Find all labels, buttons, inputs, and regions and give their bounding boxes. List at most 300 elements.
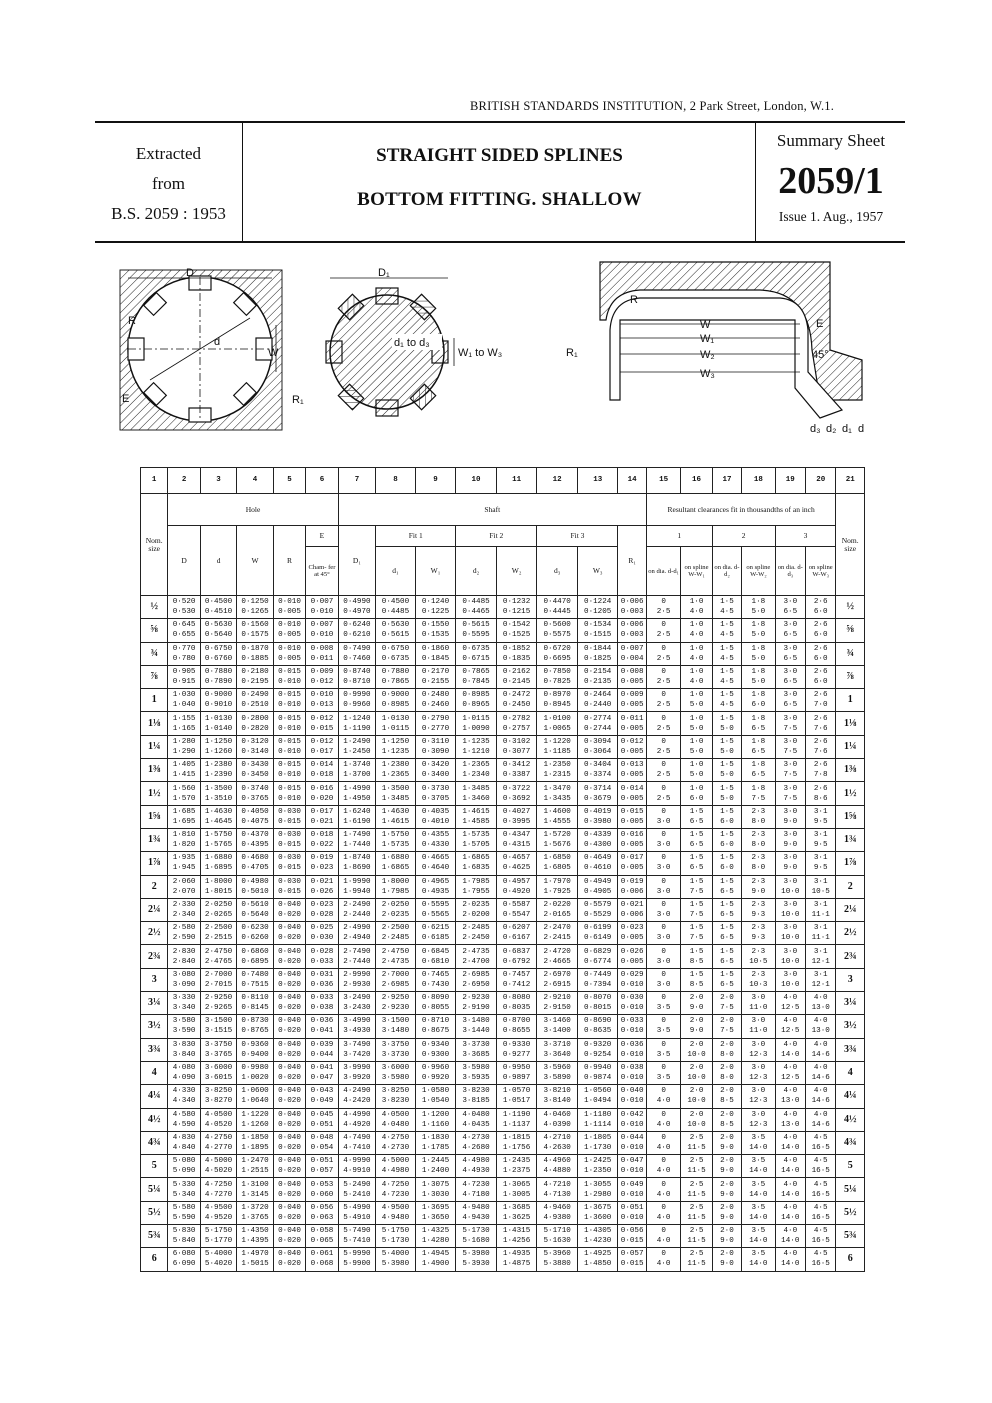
nominal-size-cell: ⅞ — [836, 665, 865, 688]
limit-cell: 2·7490 2·7440 — [338, 945, 376, 968]
limit-cell: 0 3·0 — [646, 922, 680, 945]
limit-cell: 0·040 0·020 — [273, 1038, 305, 1061]
limit-cell: 2·6 6·0 — [806, 642, 836, 665]
col-number: 1 — [141, 468, 168, 494]
limit-cell: 2·0220 2·0165 — [537, 898, 578, 921]
limit-cell: 1·4315 1·4256 — [496, 1225, 537, 1248]
limit-cell: 4·0 14·6 — [806, 1038, 836, 1061]
limit-cell: 4·0 14·0 — [775, 1131, 805, 1154]
limit-cell: 6·080 6·090 — [168, 1248, 200, 1271]
limit-cell: 0·010 0·013 — [306, 689, 338, 712]
limit-cell: 0·6199 0·6149 — [577, 922, 618, 945]
limit-cell: 5·830 5·840 — [168, 1225, 200, 1248]
summary-sheet-label: Summary Sheet — [776, 131, 886, 150]
limit-cell: 1·0570 1·0517 — [496, 1085, 537, 1108]
limit-cell: 0·014 0·018 — [306, 759, 338, 782]
limit-cell: 1·5 6·5 — [712, 968, 741, 991]
limit-cell: 1·0 4·0 — [681, 665, 712, 688]
limit-cell: 0·040 0·020 — [273, 1061, 305, 1084]
limit-cell: 2·0 8·5 — [712, 1108, 741, 1131]
limit-cell: 3·0 6·5 — [775, 665, 805, 688]
limit-cell: 0·040 0·020 — [273, 1015, 305, 1038]
limit-cell: 3·830 3·840 — [168, 1038, 200, 1061]
limit-cell: 2·0 9·0 — [712, 1178, 741, 1201]
section-label-R: R — [630, 294, 638, 306]
col-number: 6 — [306, 468, 338, 494]
limit-cell: 0·3120 0·3140 — [237, 735, 274, 758]
nominal-size-cell: 5 — [141, 1155, 168, 1178]
table-row — [141, 852, 865, 875]
limit-cell: 0·015 0·010 — [273, 665, 305, 688]
limit-cell: 3·330 3·340 — [168, 992, 200, 1015]
limit-cell: 0 3·5 — [646, 992, 680, 1015]
limit-cell: 4·0 14·0 — [775, 1178, 805, 1201]
limit-cell: 0·8110 0·8145 — [237, 992, 274, 1015]
limit-cell: 0 2·5 — [646, 665, 680, 688]
limit-cell: 5·7490 5·7410 — [338, 1225, 376, 1248]
limit-cell: 0·010 0·005 — [273, 619, 305, 642]
section-label-d2: d₂ — [826, 423, 837, 435]
limit-cell: 2·0 8·0 — [712, 1061, 741, 1084]
limit-cell: 2·5 11·5 — [681, 1248, 712, 1271]
table-row — [141, 1038, 865, 1061]
limit-cell: 4·4990 4·4920 — [338, 1108, 376, 1131]
limit-cell: 0·9980 1·0020 — [237, 1061, 274, 1084]
limit-cell: 4·0 14·6 — [806, 1108, 836, 1131]
table-row — [141, 898, 865, 921]
shaft-label-D1: D₁ — [378, 267, 390, 279]
limit-cell: 1·280 1·290 — [168, 735, 200, 758]
limit-cell: 1·0 6·0 — [681, 782, 712, 805]
limit-cell: 2·0235 2·0200 — [456, 898, 497, 921]
limit-cell: 3·1500 3·1515 — [200, 1015, 237, 1038]
limit-cell: 1·6880 1·6895 — [200, 852, 237, 875]
limit-cell: 1·4935 1·4875 — [496, 1248, 537, 1271]
limit-cell: 4·9990 4·9910 — [338, 1155, 376, 1178]
limit-cell: 4·4980 4·4930 — [456, 1155, 497, 1178]
nominal-size-cell: 3 — [141, 968, 168, 991]
limit-cell: 1·810 1·820 — [168, 828, 200, 851]
limit-cell: 2·2470 2·2415 — [537, 922, 578, 945]
limit-cell: 3·1 9·5 — [806, 828, 836, 851]
limit-cell: 0·2782 0·2757 — [496, 712, 537, 735]
nominal-size-cell: 5 — [836, 1155, 865, 1178]
table-row — [141, 1178, 865, 1201]
limit-cell: 1·030 1·040 — [168, 689, 200, 712]
limit-cell: 0·040 0·020 — [273, 898, 305, 921]
limit-cell: 1·5750 1·5765 — [200, 828, 237, 851]
limit-cell: 2·0 9·0 — [712, 1225, 741, 1248]
col-label-clear-1 — [646, 547, 680, 596]
limit-cell: 1·5 7·5 — [681, 875, 712, 898]
nominal-size-cell: 1½ — [141, 782, 168, 805]
col-label-R: R — [273, 526, 305, 596]
limit-cell: 0·010 0·005 — [273, 642, 305, 665]
limit-cell: 1·405 1·415 — [168, 759, 200, 782]
limit-cell: 0·023 0·005 — [618, 922, 646, 945]
limit-cell: 0·4949 0·4905 — [577, 875, 618, 898]
limit-cell: 0·012 0·017 — [306, 735, 338, 758]
hole-label-d: d — [214, 336, 221, 348]
limit-cell: 2·6985 2·6950 — [456, 968, 497, 991]
limit-cell: 0·3430 0·3450 — [237, 759, 274, 782]
limit-cell: 1·5 6·0 — [712, 828, 741, 851]
spline-dimension-table — [140, 467, 865, 1272]
limit-cell: 0·9990 0·9960 — [338, 689, 376, 712]
limit-cell: 0·4339 0·4300 — [577, 828, 618, 851]
nominal-size-cell: ¾ — [141, 642, 168, 665]
limit-cell: 4·0 14·0 — [775, 1225, 805, 1248]
limit-cell: 3·5960 3·5890 — [537, 1061, 578, 1084]
limit-cell: 0·7449 0·7394 — [577, 968, 618, 991]
limit-cell: 0 3·5 — [646, 1015, 680, 1038]
limit-cell: 0·2790 0·2770 — [415, 712, 456, 735]
limit-cell: 2·5 11·5 — [681, 1201, 712, 1224]
nominal-size-cell: 1⅛ — [141, 712, 168, 735]
limit-cell: 2·0 9·0 — [712, 1155, 741, 1178]
limit-cell: 2·0 8·0 — [712, 1038, 741, 1061]
limit-cell: 4·7210 4·7130 — [537, 1178, 578, 1201]
limit-cell: 3·0 12·3 — [742, 1038, 775, 1061]
column-number-row — [141, 468, 865, 494]
col-label-W1: W₁ — [415, 547, 456, 596]
limit-cell: 3·8250 3·8270 — [200, 1085, 237, 1108]
from-label: from — [151, 174, 186, 193]
limit-cell: 0·017 0·005 — [618, 852, 646, 875]
limit-cell: 4·5 16·5 — [806, 1248, 836, 1271]
limit-cell: 4·5000 4·5020 — [200, 1155, 237, 1178]
table-row — [141, 1201, 865, 1224]
col-label-clear-5 — [775, 547, 805, 596]
limit-cell: 3·0 7·5 — [775, 782, 805, 805]
limit-cell: 1·6880 1·6865 — [376, 852, 416, 875]
limit-cell: 4·0 12·5 — [775, 992, 805, 1015]
limit-cell: 1·1250 1·1260 — [200, 735, 237, 758]
limit-cell: 5·1710 5·1630 — [537, 1225, 578, 1248]
limit-cell: 4·0480 4·0435 — [456, 1108, 497, 1131]
section-label-W1: W₁ — [700, 333, 715, 345]
limit-cell: 0 4·0 — [646, 1178, 680, 1201]
limit-cell: 2·9230 2·9190 — [456, 992, 497, 1015]
limit-cell: 0·7480 0·7515 — [237, 968, 274, 991]
nominal-size-cell: 6 — [141, 1248, 168, 1271]
col-number: 17 — [712, 468, 741, 494]
limit-cell: 4·5 16·5 — [806, 1201, 836, 1224]
limit-cell: 0·520 0·530 — [168, 596, 200, 619]
limit-cell: 1·8 6·5 — [742, 735, 775, 758]
limit-cell: 2·830 2·840 — [168, 945, 200, 968]
limit-cell: 4·0 14·0 — [775, 1248, 805, 1271]
limit-cell: 1·2350 1·2315 — [537, 759, 578, 782]
limit-cell: 3·0 10·0 — [775, 875, 805, 898]
limit-cell: 0·012 0·015 — [306, 712, 338, 735]
limit-cell: 1·5 6·5 — [712, 875, 741, 898]
limit-cell: 2·0 9·0 — [681, 1015, 712, 1038]
nom-size-label: Nom. size — [841, 535, 859, 553]
limit-cell: 0 3·0 — [646, 898, 680, 921]
limit-cell: 0·1852 0·1835 — [496, 642, 537, 665]
limit-cell: 2·5 11·5 — [681, 1155, 712, 1178]
limit-cell: 0 2·5 — [646, 759, 680, 782]
col-label-clear-4 — [742, 547, 775, 596]
limit-cell: 0·5630 0·5640 — [200, 619, 237, 642]
limit-cell: 3·2490 3·2430 — [338, 992, 376, 1015]
limit-cell: 2·0 10·0 — [681, 1108, 712, 1131]
col-label-W: W — [237, 526, 274, 596]
limit-cell: 4·5 16·5 — [806, 1225, 836, 1248]
limit-cell: 2·5 11·5 — [681, 1178, 712, 1201]
limit-cell: 0 4·0 — [646, 1155, 680, 1178]
limit-cell: 1·1180 1·1114 — [577, 1108, 618, 1131]
nominal-size-cell: ⅝ — [141, 619, 168, 642]
limit-cell: 1·0100 1·0065 — [537, 712, 578, 735]
limit-cell: 3·5 14·0 — [742, 1201, 775, 1224]
limit-cell: 0·5595 0·5565 — [415, 898, 456, 921]
table-row — [141, 1108, 865, 1131]
limit-cell: 0 4·0 — [646, 1085, 680, 1108]
nominal-size-cell: 1¼ — [141, 735, 168, 758]
col-number: 13 — [577, 468, 618, 494]
limit-cell: 0 3·5 — [646, 1038, 680, 1061]
limit-cell: 1·0 5·0 — [681, 735, 712, 758]
nominal-size-cell: 3½ — [836, 1015, 865, 1038]
limit-cell: 3·0 10·0 — [775, 922, 805, 945]
limit-cell: 1·4945 1·4900 — [415, 1248, 456, 1271]
limit-cell: 3·1 12·1 — [806, 968, 836, 991]
limit-cell: 2·0250 2·0265 — [200, 898, 237, 921]
limit-cell: 1·8 5·0 — [742, 665, 775, 688]
limit-cell: 0·4680 0·4705 — [237, 852, 274, 875]
limit-cell: 0·014 0·005 — [618, 782, 646, 805]
table-row — [141, 992, 865, 1015]
limit-cell: 4·0 13·0 — [806, 992, 836, 1015]
hole-header: Hole — [168, 494, 338, 526]
limit-cell: 2·6 6·0 — [806, 596, 836, 619]
table-row — [141, 1155, 865, 1178]
nominal-size-cell: 5¼ — [141, 1178, 168, 1201]
limit-cell: 1·8 5·0 — [742, 596, 775, 619]
limit-cell: 4·330 4·340 — [168, 1085, 200, 1108]
limit-cell: 2·2500 2·2485 — [376, 922, 416, 945]
limit-cell: 2·7000 2·7015 — [200, 968, 237, 991]
limit-cell: 0·8690 0·8635 — [577, 1015, 618, 1038]
limit-cell: 0·040 0·020 — [273, 1155, 305, 1178]
col-number: 10 — [456, 468, 497, 494]
limit-cell: 1·4630 1·4645 — [200, 805, 237, 828]
clear-label: on spline W-W₃ — [808, 564, 833, 578]
limit-cell: 0·4355 0·4330 — [415, 828, 456, 851]
limit-cell: 2·0 7·5 — [712, 1015, 741, 1038]
limit-cell: 0·4980 0·5010 — [237, 875, 274, 898]
limit-cell: 0·770 0·780 — [168, 642, 200, 665]
clearance-fit-3: 3 — [775, 526, 836, 547]
limit-cell: 0·4965 0·4935 — [415, 875, 456, 898]
limit-cell: 0·040 0·020 — [273, 1178, 305, 1201]
limit-cell: 4·4960 4·4880 — [537, 1155, 578, 1178]
limit-cell: 0·040 0·020 — [273, 1248, 305, 1271]
nom-size-label: Nom. size — [145, 535, 163, 553]
limit-cell: 5·3960 5·3880 — [537, 1248, 578, 1271]
limit-cell: 1·7490 1·7440 — [338, 828, 376, 851]
limit-cell: 1·5 6·0 — [712, 805, 741, 828]
limit-cell: 0·015 0·010 — [273, 782, 305, 805]
limit-cell: 2·0 9·0 — [712, 1201, 741, 1224]
limit-cell: 2·6 7·8 — [806, 759, 836, 782]
limit-cell: 2·580 2·590 — [168, 922, 200, 945]
nominal-size-cell: 4½ — [836, 1108, 865, 1131]
limit-cell: 0·7457 0·7412 — [496, 968, 537, 991]
limit-cell: 0·5610 0·5640 — [237, 898, 274, 921]
table-row — [141, 1131, 865, 1154]
nominal-size-cell: 5¼ — [836, 1178, 865, 1201]
limit-cell: 0·057 0·015 — [618, 1248, 646, 1271]
limit-cell: 0·044 0·010 — [618, 1131, 646, 1154]
limit-cell: 1·5 8·5 — [681, 968, 712, 991]
limit-cell: 0 3·5 — [646, 1061, 680, 1084]
extracted-label: Extracted — [135, 144, 202, 163]
table-body — [141, 596, 865, 1272]
limit-cell: 1·3695 1·3650 — [415, 1201, 456, 1224]
col-label-d2: d₂ — [456, 547, 497, 596]
clear-label: on dia. d-d₃ — [777, 564, 803, 578]
limit-cell: 1·4600 1·4555 — [537, 805, 578, 828]
limit-cell: 0·015 0·010 — [273, 759, 305, 782]
limit-cell: 4·0500 4·0480 — [376, 1108, 416, 1131]
limit-cell: 4·0 13·0 — [806, 1015, 836, 1038]
col-number: 11 — [496, 468, 537, 494]
col-number: 15 — [646, 468, 680, 494]
limit-cell: 1·1805 1·1730 — [577, 1131, 618, 1154]
limit-cell: 0·006 0·003 — [618, 596, 646, 619]
col-number: 9 — [415, 468, 456, 494]
limit-cell: 1·6240 1·6190 — [338, 805, 376, 828]
table-row — [141, 922, 865, 945]
hole-diagram — [120, 267, 304, 430]
nominal-size-cell: ¾ — [836, 642, 865, 665]
table-row — [141, 665, 865, 688]
nominal-size-cell: 6 — [836, 1248, 865, 1271]
limit-cell: 0·030 0·010 — [618, 992, 646, 1015]
limit-cell: 1·9990 1·9940 — [338, 875, 376, 898]
limit-cell: 0·010 0·005 — [273, 596, 305, 619]
limit-cell: 1·0130 1·0115 — [376, 712, 416, 735]
table-row — [141, 1061, 865, 1084]
limit-cell: 1·1850 1·1895 — [237, 1131, 274, 1154]
limit-cell: 1·0 4·0 — [681, 642, 712, 665]
nominal-size-cell: 4 — [141, 1061, 168, 1084]
limit-cell: 0·061 0·068 — [306, 1248, 338, 1271]
limit-cell: 1·0 4·0 — [681, 596, 712, 619]
limit-cell: 2·3 10·5 — [742, 945, 775, 968]
limit-cell: 4·2710 4·2630 — [537, 1131, 578, 1154]
nominal-size-cell: 1¾ — [141, 828, 168, 851]
issue-date: Issue 1. Aug., 1957 — [778, 209, 884, 224]
limit-cell: 1·4325 1·4280 — [415, 1225, 456, 1248]
limit-cell: 0·1534 0·1515 — [577, 619, 618, 642]
table-row — [141, 689, 865, 712]
limit-cell: 5·580 5·590 — [168, 1201, 200, 1224]
limit-cell: 2·9210 2·9150 — [537, 992, 578, 1015]
limit-cell: 0 4·0 — [646, 1108, 680, 1131]
clear-label: on dia. d-d₂ — [714, 564, 740, 578]
limit-cell: 3·0 11·0 — [742, 992, 775, 1015]
limit-cell: 0·1870 0·1885 — [237, 642, 274, 665]
limit-cell: 0 3·0 — [646, 828, 680, 851]
limit-cell: 0·015 0·010 — [273, 712, 305, 735]
clear-label: on dia. d-d₁ — [648, 567, 679, 575]
limit-cell: 2·6 6·0 — [806, 619, 836, 642]
limit-cell: 0·6845 0·6810 — [415, 945, 456, 968]
limit-cell: 0·015 0·010 — [273, 689, 305, 712]
limit-cell: 0·051 0·010 — [618, 1201, 646, 1224]
limit-cell: 1·4630 1·4615 — [376, 805, 416, 828]
limit-cell: 2·5 11·5 — [681, 1225, 712, 1248]
limit-cell: 3·1 11·1 — [806, 898, 836, 921]
col-label-D: D — [168, 526, 200, 596]
section-label-W3: W₃ — [700, 368, 715, 380]
nominal-size-cell: 1½ — [836, 782, 865, 805]
limit-cell: 4·5000 4·4980 — [376, 1155, 416, 1178]
limit-cell: 2·6 8·6 — [806, 782, 836, 805]
col-number: 3 — [200, 468, 237, 494]
limit-cell: 0·036 0·041 — [306, 1015, 338, 1038]
col-number: 14 — [618, 468, 646, 494]
limit-cell: 0·048 0·054 — [306, 1131, 338, 1154]
limit-cell: 0·007 0·010 — [306, 596, 338, 619]
limit-cell: 0·015 0·010 — [273, 735, 305, 758]
limit-cell: 1·5 6·5 — [712, 922, 741, 945]
limit-cell: 4·0 12·5 — [775, 1015, 805, 1038]
limit-cell: 0·007 0·010 — [306, 619, 338, 642]
limit-cell: 3·0 6·5 — [775, 619, 805, 642]
limit-cell: 3·0 10·0 — [775, 898, 805, 921]
limit-cell: 0·031 0·036 — [306, 968, 338, 991]
limit-cell: 0·009 0·005 — [618, 689, 646, 712]
limit-cell: 4·9480 4·9430 — [456, 1201, 497, 1224]
nominal-size-cell: 2 — [836, 875, 865, 898]
limit-cell: 1·2435 1·2375 — [496, 1155, 537, 1178]
limit-cell: 0·008 0·011 — [306, 642, 338, 665]
section-label-W2: W₂ — [700, 349, 715, 361]
table-row — [141, 805, 865, 828]
limit-cell: 1·2380 1·2390 — [200, 759, 237, 782]
nominal-size-cell: 5¾ — [141, 1225, 168, 1248]
limit-cell: 1·5 6·0 — [712, 852, 741, 875]
limit-cell: 0 2·5 — [646, 642, 680, 665]
limit-cell: 2·0 10·0 — [681, 1061, 712, 1084]
limit-cell: 1·5750 1·5735 — [376, 828, 416, 851]
limit-cell: 4·0 14·0 — [775, 1038, 805, 1061]
table-row — [141, 712, 865, 735]
nominal-size-cell: 5½ — [141, 1201, 168, 1224]
limit-cell: 1·4305 1·4230 — [577, 1225, 618, 1248]
limit-cell: 4·2490 4·2420 — [338, 1085, 376, 1108]
limit-cell: 3·3750 3·3730 — [376, 1038, 416, 1061]
limit-cell: 0·1550 0·1535 — [415, 619, 456, 642]
limit-cell: 0·008 0·005 — [618, 665, 646, 688]
limit-cell: 3·9990 3·9920 — [338, 1061, 376, 1084]
limit-cell: 0·4347 0·4315 — [496, 828, 537, 851]
limit-cell: 3·0 9·0 — [775, 805, 805, 828]
limit-cell: 4·0 14·6 — [806, 1085, 836, 1108]
limit-cell: 0·040 0·020 — [273, 945, 305, 968]
nominal-size-cell: 3 — [836, 968, 865, 991]
limit-cell: 0·2162 0·2145 — [496, 665, 537, 688]
limit-cell: 0·018 0·022 — [306, 828, 338, 851]
limit-cell: 3·0 9·0 — [775, 828, 805, 851]
limit-cell: 0·040 0·010 — [618, 1085, 646, 1108]
limit-cell: 4·0 13·0 — [775, 1085, 805, 1108]
